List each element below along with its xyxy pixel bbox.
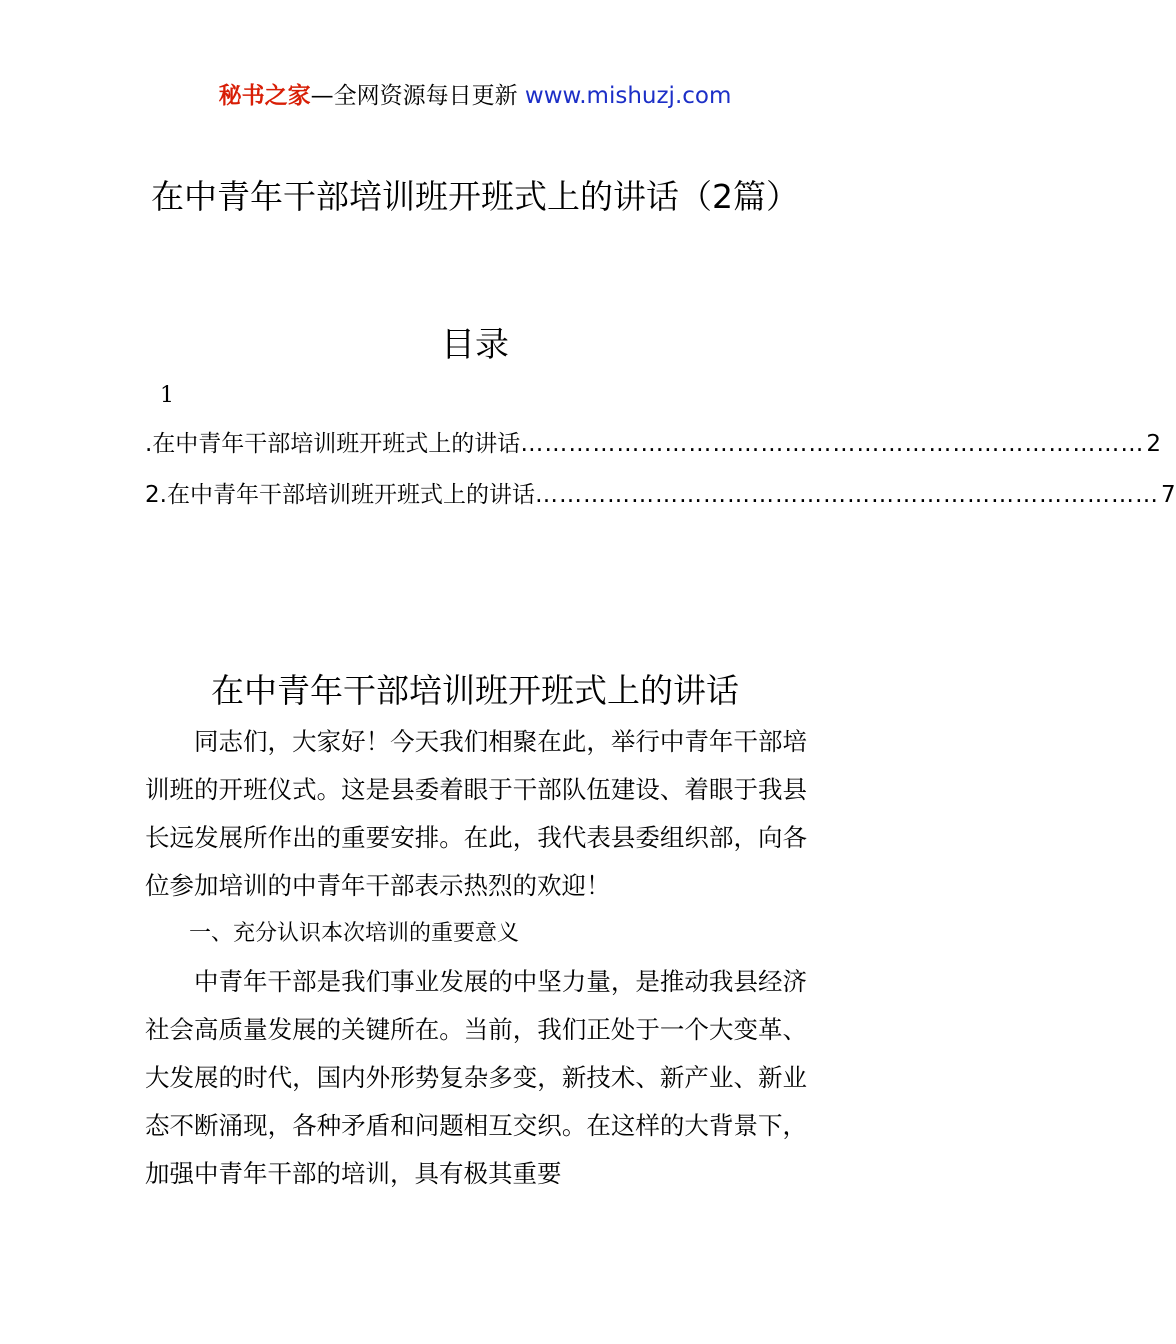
document-title: 在中青年干部培训班开班式上的讲话（2篇） [151,177,799,216]
toc-entry-page: 2 [1146,431,1161,457]
body-paragraph: 中青年干部是我们事业发展的中坚力量，是推动我县经济社会高质量发展的关键所在。当前，我们正处于一个大变革、大发展的时代，国内外形势复杂多变，新技术、新产业、新业态不断涌现，各种矛盾和问题相互交织。在这样的大背景下，加强中青年干部的培训，具有极其重要 [145,967,807,1188]
site-tagline: —全网资源每日更新 [310,83,518,109]
body-paragraph: 同志们，大家好！今天我们相聚在此，举行中青年干部培训班的开班仪式。这是县委着眼于干部队伍建设、着眼于我县长远发展所作出的重要安排。在此，我代表县委组织部，向各位参加培训的中青年干部表示热烈的欢迎！ [145,727,807,900]
section-body [145,718,807,1198]
site-brand: 秘书之家 [218,83,311,109]
toc-entry-1[interactable] [145,426,1161,462]
toc-entry-number: 1 [160,383,174,408]
section-title: 在中青年干部培训班开班式上的讲话 [211,671,739,710]
site-url-link[interactable]: www.mishuzj.com [524,83,732,109]
toc-entry-page: 7 [1160,482,1176,508]
site-header [0,80,950,112]
toc-entry-title: .在中青年干部培训班开班式上的讲话 [145,431,521,457]
toc-heading: 目录 [441,325,509,365]
toc-entry-title: 2.在中青年干部培训班开班式上的讲话 [145,482,535,508]
body-subheading: 一、充分认识本次培训的重要意义 [189,921,520,946]
toc-leader-dots: …………………………………………………………………… [534,482,1159,508]
toc-leader-dots: …………………………………………………………………… [520,431,1145,457]
toc-entry-2[interactable] [145,477,1176,513]
